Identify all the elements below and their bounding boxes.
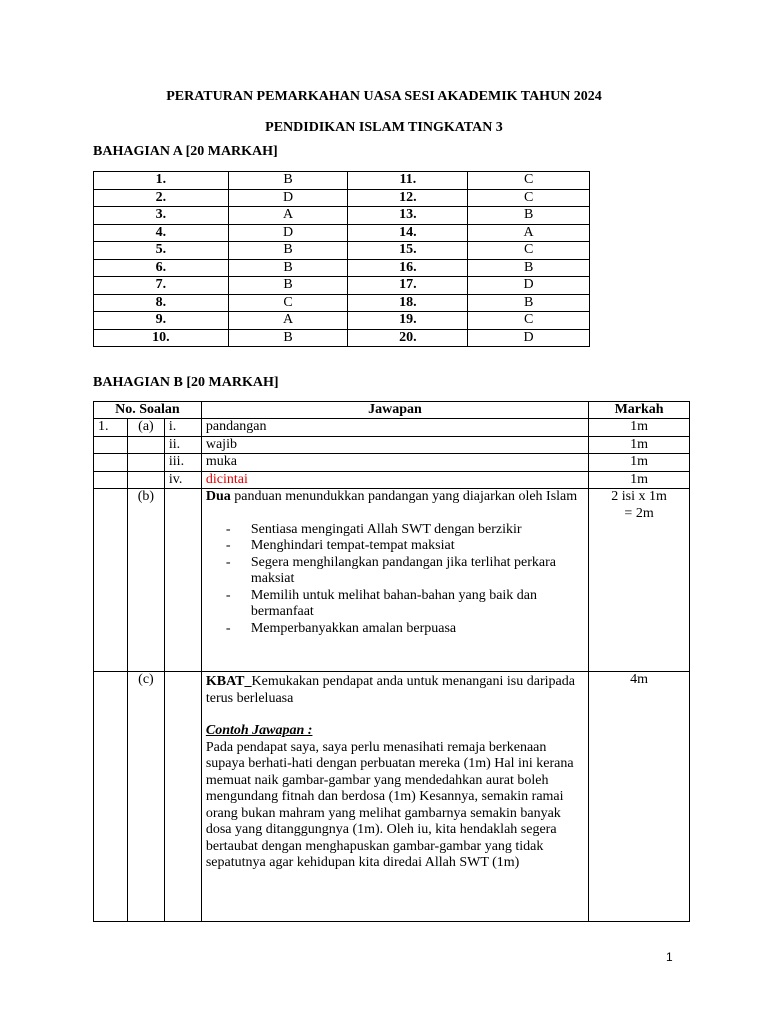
question-number: 1. (94, 419, 128, 437)
mark-line: 2 isi x 1m (611, 489, 667, 504)
question-number: 7. (94, 277, 229, 295)
table-row (94, 224, 590, 242)
table-header-row (94, 402, 690, 419)
question-number: 19. (348, 312, 468, 330)
answer-point: - Memilih untuk melihat bahan-bahan yang baik dan bermanfaat (206, 588, 584, 621)
sub-label: i. (164, 419, 201, 437)
answer-lead-text: panduan menundukkan pandangan yang diajarkan oleh Islam (230, 489, 578, 504)
section-a-answer-table (93, 171, 590, 347)
answer-letter: C (468, 312, 590, 330)
answer-letter: D (468, 277, 590, 295)
question-number: 12. (348, 189, 468, 207)
table-row (94, 242, 590, 260)
answer-letter: A (228, 207, 348, 225)
table-row (94, 172, 590, 190)
answer-point: - Segera menghilangkan pandangan jika terlihat perkara maksiat (206, 555, 584, 588)
question-text: Kemukakan pendapat anda untuk menangani isu daripada terus berleluasa (205, 674, 575, 706)
answer-letter: B (228, 242, 348, 260)
answer-cell: pandangan (201, 419, 588, 437)
mark-cell: 4m (589, 672, 690, 922)
mark-cell (589, 489, 690, 672)
answer-letter: C (468, 189, 590, 207)
question-number: 14. (348, 224, 468, 242)
answer-letter: D (228, 224, 348, 242)
answer-letter: A (468, 224, 590, 242)
answer-letter: B (228, 259, 348, 277)
answer-letter: B (228, 277, 348, 295)
answer-letter: D (228, 189, 348, 207)
answer-cell: dicintai (201, 471, 588, 489)
answer-letter: B (468, 207, 590, 225)
answer-letter: B (228, 172, 348, 190)
table-row (94, 419, 690, 437)
answer-lead-bold: Dua (205, 489, 231, 504)
document-title: PERATURAN PEMARKAHAN UASA SESI AKADEMIK TAHUN 2024 (166, 89, 602, 104)
answer-letter: C (468, 172, 590, 190)
section-b-heading: BAHAGIAN B [20 MARKAH] (93, 375, 279, 390)
answer-cell (201, 489, 588, 672)
answer-cell: muka (201, 454, 588, 472)
answer-point: - Menghindari tempat-tempat maksiat (206, 538, 584, 555)
table-row (94, 259, 590, 277)
table-row (94, 489, 690, 672)
question-number: 8. (94, 294, 229, 312)
answer-cell: wajib (201, 436, 588, 454)
table-row (94, 189, 590, 207)
sub-label: ii. (164, 436, 201, 454)
answer-letter: C (468, 242, 590, 260)
question-number: 17. (348, 277, 468, 295)
question-number: 11. (348, 172, 468, 190)
question-number: 4. (94, 224, 229, 242)
mark-cell: 1m (589, 454, 690, 472)
table-row (94, 312, 590, 330)
sub-label: iii. (164, 454, 201, 472)
question-number: 3. (94, 207, 229, 225)
answer-point: - Sentiasa mengingati Allah SWT dengan berzikir (206, 522, 584, 539)
answer-letter: C (228, 294, 348, 312)
table-row (94, 294, 590, 312)
table-row (94, 672, 690, 922)
table-row (94, 471, 690, 489)
table-row (94, 277, 590, 295)
col-header-no-soalan: No. Soalan (94, 402, 202, 419)
table-row (94, 207, 590, 225)
mark-cell: 1m (589, 436, 690, 454)
mark-cell: 1m (589, 419, 690, 437)
kbat-label: KBAT_ (205, 674, 252, 689)
answer-cell (201, 672, 588, 922)
question-number: 10. (94, 329, 229, 347)
mark-cell: 1m (589, 471, 690, 489)
answer-letter: B (468, 259, 590, 277)
col-header-markah: Markah (589, 402, 690, 419)
table-row (94, 436, 690, 454)
sample-answer-heading: Contoh Jawapan : (205, 723, 313, 738)
question-number: 13. (348, 207, 468, 225)
part-b-label: (b) (127, 489, 164, 672)
question-number: 9. (94, 312, 229, 330)
answer-letter: B (468, 294, 590, 312)
part-c-label: (c) (127, 672, 164, 922)
answer-points-list (206, 522, 584, 638)
question-number: 16. (348, 259, 468, 277)
mark-line: = 2m (624, 505, 654, 521)
question-number: 6. (94, 259, 229, 277)
question-number: 2. (94, 189, 229, 207)
section-a-heading: BAHAGIAN A [20 MARKAH] (93, 144, 278, 159)
document-subtitle: PENDIDIKAN ISLAM TINGKATAN 3 (265, 120, 503, 135)
col-header-jawapan: Jawapan (201, 402, 588, 419)
part-a-label: (a) (127, 419, 164, 437)
question-number: 20. (348, 329, 468, 347)
table-row (94, 454, 690, 472)
answer-point: - Memperbanyakkan amalan berpuasa (206, 621, 584, 638)
answer-letter: A (228, 312, 348, 330)
page-number: 1 (666, 950, 673, 964)
answer-letter: B (228, 329, 348, 347)
answer-letter: D (468, 329, 590, 347)
sample-answer-text: Pada pendapat saya, saya perlu menasihati remaja berkenaan supaya berhati-hati dengan perbuatan mereka (1m) Hal ini kerana memuat naik gambar-gambar yang mendedahkan aurat boleh mengundang fitnah dan berdosa (1m) Kesannya, semakin ramai orang bukan mahram yang melihat gambarnya semakin banyak dosa yang ditanggungnya (1m). Oleh iu, kita hendaklah segera bertaubat dengan menghapuskan gambar-gambar yang tidak sepatutnya agar kehidupan kita diredai Allah SWT (1m) (205, 739, 574, 870)
section-b-answer-table (93, 401, 690, 922)
table-row (94, 329, 590, 347)
question-number: 5. (94, 242, 229, 260)
question-number: 18. (348, 294, 468, 312)
question-number: 1. (94, 172, 229, 190)
question-number: 15. (348, 242, 468, 260)
sub-label: iv. (164, 471, 201, 489)
